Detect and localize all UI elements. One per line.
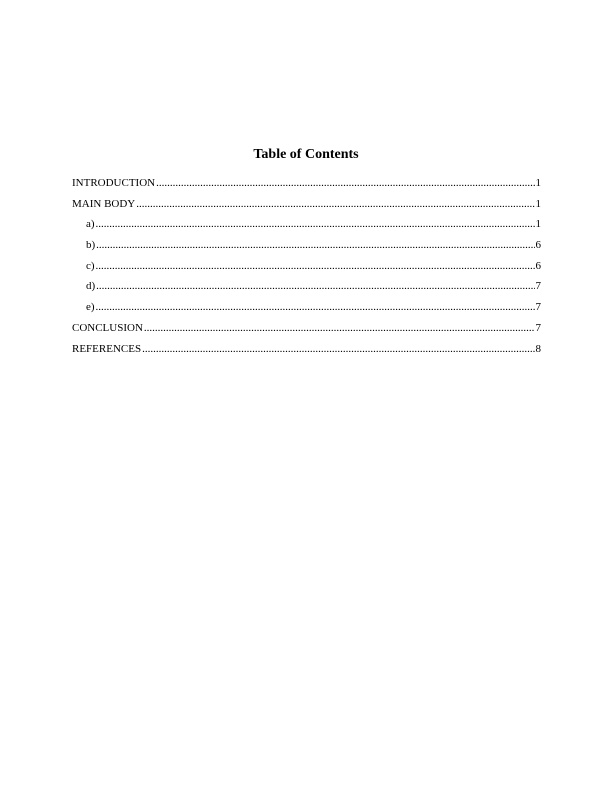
toc-entry-label: b) — [86, 239, 96, 252]
toc-entry-label: d) — [86, 280, 96, 293]
toc-entry-page-number: 7 — [535, 280, 541, 293]
toc-list — [72, 176, 541, 362]
dot-leader — [142, 342, 534, 356]
toc-entry-conclusion[interactable] — [72, 321, 541, 342]
dot-leader — [96, 259, 535, 273]
toc-entry-page-number: 7 — [535, 301, 541, 314]
toc-entry-label: MAIN BODY — [72, 197, 136, 210]
toc-entry-a[interactable] — [72, 217, 541, 238]
toc-entry-label: CONCLUSION — [72, 321, 143, 334]
toc-entry-page-number: 1 — [535, 177, 541, 189]
toc-entry-page-number: 6 — [535, 239, 541, 252]
toc-entry-d[interactable] — [72, 279, 541, 300]
toc-entry-page-number: 6 — [535, 259, 541, 272]
toc-entry-label: INTRODUCTION — [72, 177, 156, 189]
toc-entry-label: e) — [86, 301, 95, 314]
toc-entry-main-body[interactable] — [72, 197, 541, 218]
dot-leader — [96, 238, 534, 252]
dot-leader — [96, 217, 535, 231]
toc-entry-page-number: 8 — [535, 342, 541, 355]
toc-entry-label: REFERENCES — [72, 342, 142, 355]
dot-leader — [156, 176, 534, 190]
toc-entry-label: c) — [86, 259, 95, 272]
toc-entry-b[interactable] — [72, 238, 541, 259]
toc-entry-page-number: 1 — [535, 218, 541, 231]
toc-title: Table of Contents — [253, 147, 359, 162]
toc-entry-label: a) — [86, 218, 95, 231]
toc-entry-page-number: 1 — [535, 197, 541, 210]
dot-leader — [96, 300, 535, 314]
toc-entry-introduction[interactable] — [72, 176, 541, 197]
toc-entry-e[interactable] — [72, 300, 541, 321]
dot-leader — [96, 279, 534, 293]
dot-leader — [136, 197, 534, 211]
toc-entry-page-number: 7 — [535, 321, 541, 334]
toc-entry-references[interactable] — [72, 342, 541, 363]
toc-entry-c[interactable] — [72, 259, 541, 280]
dot-leader — [144, 321, 535, 335]
